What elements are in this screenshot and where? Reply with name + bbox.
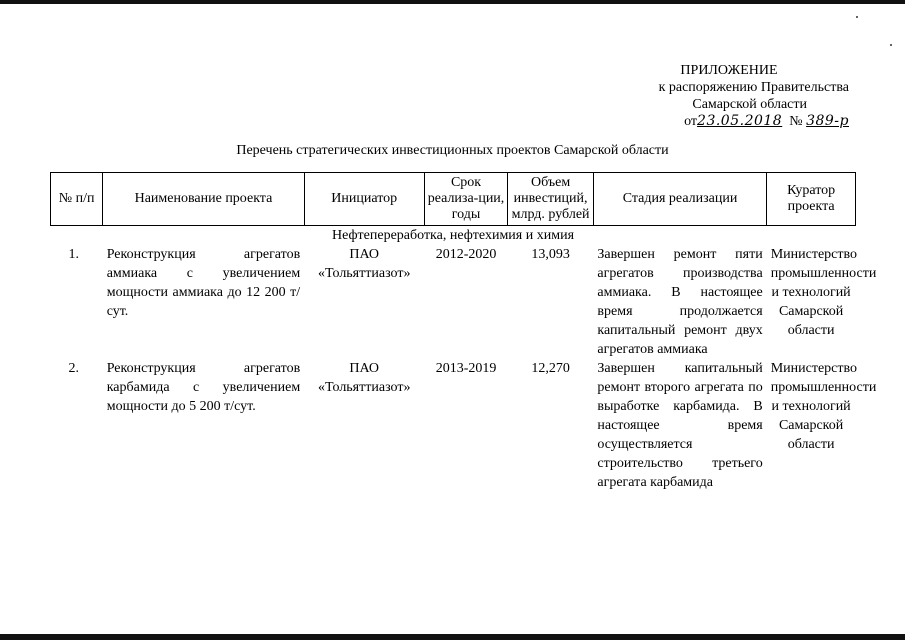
table-row (51, 245, 856, 359)
row-term: 2012-2020 (435, 247, 497, 262)
header-investment: Объем инвестиций, млрд. рублей (508, 173, 594, 226)
appendix-title: ПРИЛОЖЕНИЕ (680, 63, 778, 78)
section-row (51, 226, 856, 246)
row-stage: Завершен капитальный ремонт второго агрегата по выработке карбамида. В настоящее время осуществляется строительство третьего агрегата карбамида (597, 361, 763, 490)
appendix-line-2: Самарской области (692, 97, 807, 112)
row-project-name: Реконструкция агрегатов карбамида с увеличением мощности до 5 200 т/сут. (106, 361, 301, 414)
appendix-block (549, 62, 849, 130)
row-stage: Завершен ремонт пяти агрегатов производства аммиака. В настоящее время продолжается капитальный ремонт двух агрегатов аммиака (597, 247, 763, 357)
row-investment: 12,270 (531, 361, 570, 376)
header-num: № п/п (51, 173, 103, 226)
row-num: 1. (68, 247, 79, 262)
scan-edge-bottom (0, 634, 905, 640)
date-prefix: от (684, 114, 698, 129)
number-prefix: № (789, 114, 803, 129)
row-project-name: Реконструкция агрегатов аммиака с увеличением мощности аммиака до 12 200 т/сут. (106, 247, 301, 319)
row-initiator: ПАО «Тольяттиазот» (318, 247, 411, 281)
header-initiator: Инициатор (304, 173, 424, 226)
table-header-row (51, 173, 856, 226)
header-stage: Стадия реализации (593, 173, 766, 226)
document-title: Перечень стратегических инвестиционных проектов Самарской области (236, 143, 669, 158)
scan-speck (890, 44, 892, 46)
handwritten-number: 389-р (806, 113, 849, 129)
section-title: Нефтепереработка, нефтехимия и химия (331, 228, 575, 243)
row-investment: 13,093 (531, 247, 570, 262)
header-curator: Куратор проекта (767, 173, 856, 226)
appendix-signature-line (549, 113, 849, 130)
row-initiator: ПАО «Тольяттиазот» (318, 361, 411, 395)
table-row (51, 359, 856, 492)
row-curator: Министерство промышленности и технологий Самарской области (770, 247, 877, 338)
row-curator: Министерство промышленности и технологий Самарской области (770, 361, 877, 452)
header-term: Срок реализа-ции, годы (424, 173, 508, 226)
scan-edge-top (0, 0, 905, 4)
handwritten-date: 23.05.2018 (697, 113, 783, 129)
row-term: 2013-2019 (435, 361, 497, 376)
appendix-line-1: к распоряжению Правительства (658, 80, 849, 95)
row-num: 2. (68, 361, 79, 376)
scan-speck (856, 16, 858, 18)
header-name: Наименование проекта (103, 173, 305, 226)
projects-table (50, 172, 877, 492)
